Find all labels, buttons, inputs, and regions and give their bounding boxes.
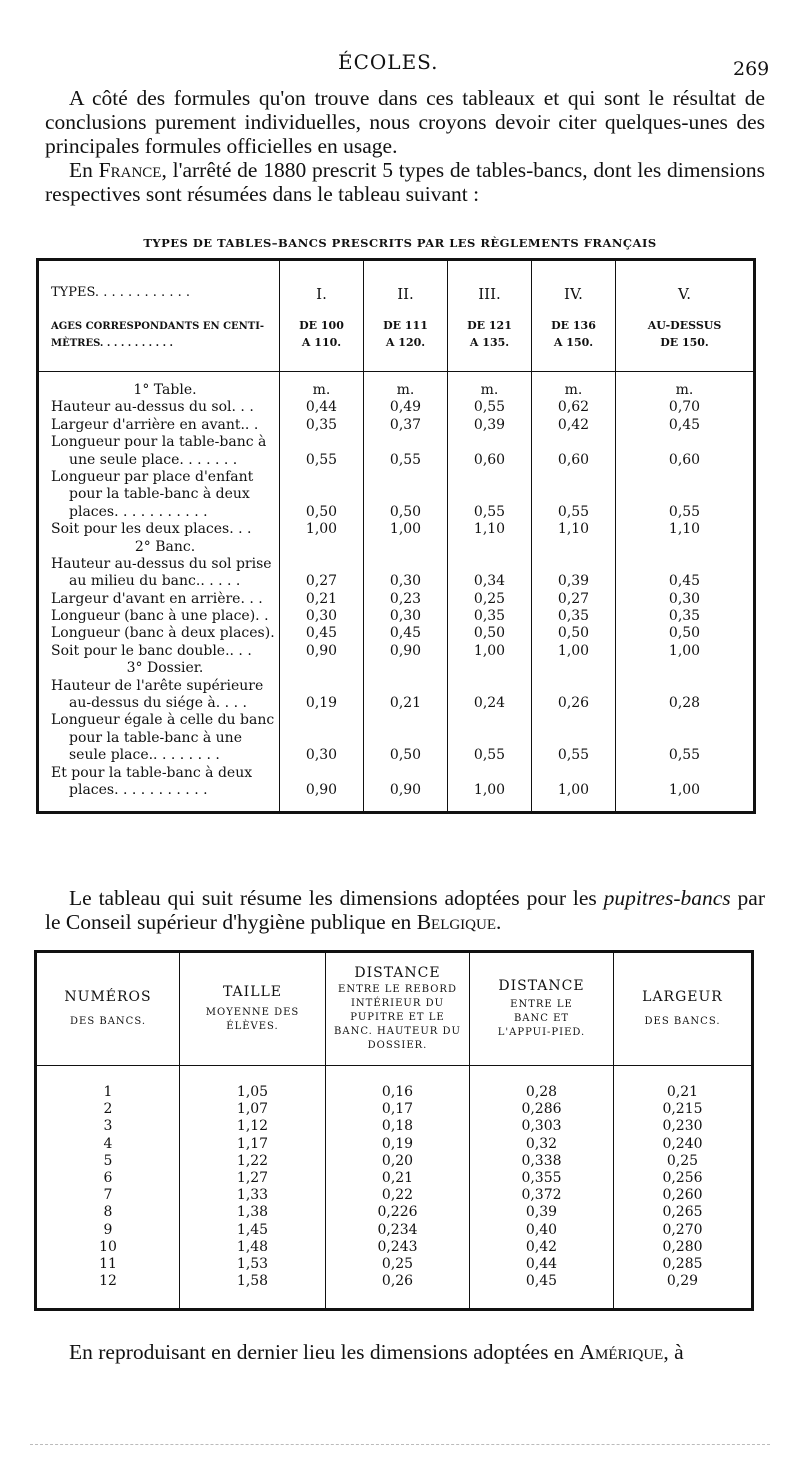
cell-value: 1 xyxy=(36,1066,180,1102)
row-label: seule place.. . . . . . . . xyxy=(69,747,220,764)
table2-body xyxy=(36,1066,753,1310)
ages-label-line-2: MÈTRES. . . . . . . . . . . xyxy=(51,338,174,349)
cell-value: 1,33 xyxy=(180,1187,326,1204)
closing-text xyxy=(45,1340,765,1364)
cell-value xyxy=(616,556,753,573)
type-range-to: A 150. xyxy=(553,336,594,349)
cell-value: 0,55 xyxy=(389,451,422,468)
cell-value xyxy=(616,660,753,677)
intro-p2-post: , l'arrêté de 1880 prescrit 5 types de tables-bancs, dont les dimensions respectives sont résumées dans le tableau suivant : xyxy=(45,158,765,206)
type-header-cell xyxy=(364,260,448,372)
table1-caption: TYPES DE TABLES–BANCS PRESCRITS PAR LES RÈGLEMENTS FRANÇAIS xyxy=(143,236,657,250)
header-main: DISTANCE xyxy=(354,965,441,981)
cell-value xyxy=(448,556,531,573)
middle-paragraph xyxy=(45,886,765,934)
cell-value: 0,234 xyxy=(326,1222,470,1239)
cell-value: 1,53 xyxy=(180,1256,326,1273)
cell-value: 1,00 xyxy=(668,642,701,659)
cell-value: m. xyxy=(396,382,415,398)
cell-value: m. xyxy=(564,382,583,398)
cell-value: 0,30 xyxy=(305,747,338,764)
cell-value: 1,48 xyxy=(180,1239,326,1256)
cell-value: 0,243 xyxy=(326,1239,470,1256)
table1-labels-column xyxy=(38,372,280,813)
cell-value: 0,303 xyxy=(470,1118,614,1135)
row-label: Longueur (banc à deux places). xyxy=(51,625,275,642)
cell-value xyxy=(280,434,363,451)
cell-value: 0,55 xyxy=(473,399,506,416)
cell-value: 0,50 xyxy=(389,747,422,764)
cell-value: 0,55 xyxy=(668,747,701,764)
section-heading: 3° Dossier. xyxy=(126,660,204,677)
cell-value: 0,39 xyxy=(473,416,506,433)
cell-value: 0,26 xyxy=(326,1273,470,1310)
intro-paragraph-1: A côté des formules qu'on trouve dans ces tableaux et qui sont le résultat de conclusions purement individuelles, nous croyons devoir citer quelques-unes des principales formules officielles en usage. xyxy=(45,86,765,158)
cell-value: 0,27 xyxy=(557,590,590,607)
cell-value xyxy=(364,539,447,556)
row-label: Et pour la table-banc à deux xyxy=(51,764,253,781)
table-row xyxy=(36,1222,753,1239)
table-row xyxy=(36,1066,753,1102)
cell-value: 0,37 xyxy=(389,416,422,433)
middle-pre: Le tableau qui suit résume les dimensions adoptées pour les xyxy=(69,886,604,910)
cell-value: 0,240 xyxy=(662,1135,703,1152)
cell-value: 0,60 xyxy=(668,451,701,468)
cell-value xyxy=(532,469,615,486)
cell-value: 0,226 xyxy=(326,1204,470,1221)
cell-value xyxy=(532,678,615,695)
ages-label xyxy=(51,318,279,352)
cell-value: 0,30 xyxy=(389,608,422,625)
cell-value xyxy=(448,660,531,677)
cell-value: 2 xyxy=(36,1101,180,1118)
type-range xyxy=(616,317,753,351)
cell-value: 3 xyxy=(36,1118,180,1135)
cell-value: 7 xyxy=(36,1187,180,1204)
cell-value: 0,60 xyxy=(557,451,590,468)
country-amerique: Amérique xyxy=(579,1340,664,1364)
cell-value: m. xyxy=(675,382,694,398)
cell-value: 0,39 xyxy=(470,1204,614,1221)
row-label: Largeur d'avant en arrière. . . xyxy=(51,590,263,607)
cell-value: m. xyxy=(480,382,499,398)
cell-value xyxy=(280,539,363,556)
cell-value: 0,21 xyxy=(326,1170,470,1187)
cell-value: 8 xyxy=(36,1204,180,1221)
intro-paragraph-2 xyxy=(45,158,765,206)
cell-value xyxy=(364,765,447,782)
cell-value xyxy=(616,434,753,451)
middle-end: . xyxy=(496,910,502,934)
types-label: TYPES. . . . . . . . . . . . xyxy=(51,285,190,300)
cell-value: 1,10 xyxy=(557,521,590,538)
cell-value: 0,50 xyxy=(668,625,701,642)
table-row xyxy=(36,1101,753,1118)
middle-italic: pupitres-bancs xyxy=(603,886,731,910)
type-range xyxy=(280,317,363,351)
cell-value xyxy=(616,678,753,695)
cell-value: 9 xyxy=(36,1222,180,1239)
cell-value: 0,215 xyxy=(662,1101,703,1118)
cell-value xyxy=(280,469,363,486)
cell-value: 12 xyxy=(36,1273,180,1310)
header-sub: DES BANCS. xyxy=(644,1016,721,1027)
cell-value: 4 xyxy=(36,1136,180,1153)
cell-value: 6 xyxy=(36,1170,180,1187)
cell-value xyxy=(364,730,447,747)
cell-value: 0,34 xyxy=(473,573,506,590)
cell-value xyxy=(532,434,615,451)
running-header xyxy=(0,48,800,78)
cell-value xyxy=(280,556,363,573)
cell-value: 1,07 xyxy=(180,1101,326,1118)
cell-value: 0,16 xyxy=(326,1066,470,1102)
header-main: LARGEUR xyxy=(642,989,723,1005)
table1-header-row xyxy=(38,260,755,372)
cell-value: 0,35 xyxy=(473,608,506,625)
type-header-cell xyxy=(448,260,532,372)
section-heading: 2° Banc. xyxy=(134,538,196,555)
type-range-from: AU-DESSUS xyxy=(647,319,722,332)
cell-value: 0,35 xyxy=(668,608,701,625)
cell-value xyxy=(532,660,615,677)
cell-value: 0,45 xyxy=(305,625,338,642)
cell-value: 1,10 xyxy=(668,521,701,538)
cell-value: 0,23 xyxy=(389,590,422,607)
cell-value: 0,44 xyxy=(305,399,338,416)
header-main: DISTANCE xyxy=(498,978,585,994)
row-label: pour la table-banc à deux xyxy=(69,486,250,503)
table1-values-column xyxy=(448,372,532,813)
row-label: Soit pour les deux places. . . xyxy=(51,521,252,538)
cell-value: 1,17 xyxy=(180,1136,326,1153)
cell-value: 0,45 xyxy=(389,625,422,642)
table-row xyxy=(36,1239,753,1256)
cell-value: 1,00 xyxy=(557,642,590,659)
cell-value xyxy=(448,539,531,556)
cell-value: 0,265 xyxy=(662,1204,703,1221)
cell-value: 10 xyxy=(36,1239,180,1256)
row-label: Longueur (banc à une place). . xyxy=(51,608,269,625)
cell-value: 0,19 xyxy=(305,695,338,712)
cell-value: 0,280 xyxy=(662,1238,703,1255)
cell-value: 1,00 xyxy=(389,521,422,538)
cell-value: 0,28 xyxy=(668,695,701,712)
cell-value xyxy=(532,730,615,747)
row-label: Longueur pour la table-banc à xyxy=(51,434,267,451)
table-row xyxy=(36,1187,753,1204)
cell-value: 0,28 xyxy=(470,1066,614,1102)
cell-value: 0,17 xyxy=(326,1101,470,1118)
table1-values-column xyxy=(616,372,755,813)
cell-value: 0,355 xyxy=(470,1170,614,1187)
cell-value xyxy=(532,712,615,729)
cell-value: 0,21 xyxy=(666,1084,699,1100)
cell-value xyxy=(448,469,531,486)
cell-value: 0,372 xyxy=(470,1187,614,1204)
cell-value: 0,90 xyxy=(305,781,338,798)
cell-value: m. xyxy=(312,382,331,398)
cell-value: 0,230 xyxy=(662,1118,703,1135)
cell-value: 0,49 xyxy=(389,399,422,416)
table1-values-column xyxy=(532,372,616,813)
cell-value xyxy=(448,486,531,503)
table2-header-row xyxy=(36,952,753,1066)
cell-value: 0,55 xyxy=(473,747,506,764)
belgian-desk-benches xyxy=(34,950,754,1311)
row-label: pour la table-banc à une xyxy=(69,729,242,746)
section-heading: 1° Table. xyxy=(133,382,197,398)
table2-header-cell xyxy=(326,952,470,1066)
cell-value: 0,21 xyxy=(389,695,422,712)
table1-values-column xyxy=(364,372,448,813)
middle-text xyxy=(45,886,765,934)
cell-value: 0,30 xyxy=(305,608,338,625)
row-label: au-dessus du siége à. . . . xyxy=(69,695,247,712)
header-sub: DES BANCS. xyxy=(70,1016,146,1027)
cell-value: 0,60 xyxy=(473,451,506,468)
type-range-from: DE 111 xyxy=(383,319,428,332)
cell-value xyxy=(532,486,615,503)
cell-value: 0,90 xyxy=(305,642,338,659)
cell-value xyxy=(616,712,753,729)
page-number: 269 xyxy=(733,58,770,80)
cell-value: 1,58 xyxy=(180,1273,326,1310)
cell-value: 0,70 xyxy=(668,399,701,416)
header-sub: ENTRE LE BANC ET L'APPUI-PIED. xyxy=(497,999,586,1038)
cell-value xyxy=(280,660,363,677)
cell-value xyxy=(364,486,447,503)
cell-value: 0,39 xyxy=(557,573,590,590)
type-roman: III. xyxy=(478,285,501,303)
cell-value: 0,20 xyxy=(326,1153,470,1170)
type-roman: I. xyxy=(316,285,327,303)
cell-value: 11 xyxy=(36,1256,180,1273)
cell-value xyxy=(364,469,447,486)
type-range xyxy=(532,317,615,351)
table-row xyxy=(36,1204,753,1221)
cell-value: 0,26 xyxy=(557,695,590,712)
cell-value: 0,55 xyxy=(473,503,506,520)
cell-value: 0,285 xyxy=(662,1256,703,1273)
type-range xyxy=(364,317,447,351)
row-label: Hauteur au-dessus du sol prise xyxy=(51,555,272,572)
cell-value: 1,45 xyxy=(180,1222,326,1239)
cell-value: 0,256 xyxy=(662,1170,703,1187)
cell-value: 0,45 xyxy=(668,573,701,590)
table1-header-label xyxy=(38,260,280,372)
cell-value xyxy=(364,712,447,729)
cell-value xyxy=(448,434,531,451)
header-main: TAILLE xyxy=(222,984,283,1000)
row-label: une seule place. . . . . . . xyxy=(69,451,238,468)
cell-value: 0,32 xyxy=(470,1136,614,1153)
cell-value xyxy=(280,712,363,729)
cell-value: 1,00 xyxy=(473,642,506,659)
cell-value: 1,38 xyxy=(180,1204,326,1221)
type-range xyxy=(448,317,531,351)
cell-value: 0,30 xyxy=(389,573,422,590)
table2-header-cell xyxy=(614,952,753,1066)
cell-value: 0,44 xyxy=(470,1256,614,1273)
cell-value: 0,55 xyxy=(305,451,338,468)
page-footer-rule xyxy=(30,1444,770,1445)
table-row xyxy=(36,1273,753,1310)
cell-value: 0,62 xyxy=(557,399,590,416)
cell-value xyxy=(280,678,363,695)
cell-value: 5 xyxy=(36,1153,180,1170)
type-range-to: DE 150. xyxy=(660,336,709,349)
table1-body-row xyxy=(38,372,755,813)
closing-post: , à xyxy=(663,1340,684,1364)
table-row xyxy=(36,1118,753,1135)
closing-paragraph xyxy=(45,1340,765,1364)
cell-value: 0,27 xyxy=(305,573,338,590)
table-row xyxy=(36,1153,753,1170)
cell-value: 1,12 xyxy=(180,1118,326,1135)
cell-value xyxy=(616,486,753,503)
cell-value: 0,30 xyxy=(668,590,701,607)
intro-text xyxy=(45,86,765,206)
type-roman: II. xyxy=(397,285,414,303)
cell-value: 1,00 xyxy=(473,781,506,798)
type-header-cell xyxy=(532,260,616,372)
row-label: places. . . . . . . . . . . xyxy=(69,781,208,798)
cell-value xyxy=(532,539,615,556)
cell-value: 0,50 xyxy=(389,503,422,520)
cell-value: 0,55 xyxy=(557,747,590,764)
cell-value xyxy=(616,469,753,486)
table2-header-cell xyxy=(36,952,180,1066)
cell-value xyxy=(532,556,615,573)
table-row xyxy=(36,1170,753,1187)
cell-value: 0,25 xyxy=(326,1256,470,1273)
cell-value xyxy=(616,730,753,747)
type-range-from: DE 100 xyxy=(299,319,344,332)
type-range-from: DE 136 xyxy=(551,319,596,332)
cell-value: 0,19 xyxy=(326,1136,470,1153)
cell-value: 0,90 xyxy=(389,781,422,798)
cell-value: 0,270 xyxy=(662,1221,703,1238)
cell-value: 1,10 xyxy=(473,521,506,538)
middle-post: par le Conseil supérieur d'hygiène publique en xyxy=(45,886,766,934)
type-range-to: A 110. xyxy=(301,336,342,349)
cell-value xyxy=(364,556,447,573)
cell-value: 0,42 xyxy=(557,416,590,433)
row-label: places. . . . . . . . . . . xyxy=(69,503,208,520)
cell-value: 0,338 xyxy=(470,1153,614,1170)
cell-value: 0,18 xyxy=(326,1118,470,1135)
table-row xyxy=(36,1256,753,1273)
type-range-from: DE 121 xyxy=(467,319,512,332)
row-label: Longueur égale à celle du banc xyxy=(51,712,275,729)
row-label: Hauteur de l'arête supérieure xyxy=(51,677,264,694)
cell-value: 1,22 xyxy=(180,1153,326,1170)
cell-value xyxy=(448,765,531,782)
cell-value xyxy=(448,712,531,729)
type-range-to: A 120. xyxy=(385,336,426,349)
row-label: Soit pour le banc double.. . . xyxy=(51,642,252,659)
cell-value: 0,25 xyxy=(473,590,506,607)
cell-value: 0,24 xyxy=(473,695,506,712)
table1-values-column xyxy=(280,372,364,813)
header-main: NUMÉROS xyxy=(64,989,152,1005)
cell-value: 0,29 xyxy=(666,1273,699,1290)
cell-value: 0,22 xyxy=(326,1187,470,1204)
header-sub: MOYENNE DES ÉLÈVES. xyxy=(205,1007,300,1032)
cell-value xyxy=(532,765,615,782)
cell-value: 0,35 xyxy=(305,416,338,433)
cell-value xyxy=(280,765,363,782)
cell-value: 1,27 xyxy=(180,1170,326,1187)
cell-value xyxy=(364,434,447,451)
cell-value: 0,260 xyxy=(662,1187,703,1204)
cell-value: 1,05 xyxy=(180,1066,326,1102)
type-roman: V. xyxy=(678,285,691,303)
cell-value xyxy=(280,730,363,747)
intro-p2-pre: En xyxy=(69,158,99,182)
table-row xyxy=(36,1136,753,1153)
type-header-cell xyxy=(616,260,755,372)
country-belgique: Belgique xyxy=(416,910,497,934)
row-label: Longueur par place d'enfant xyxy=(51,468,254,485)
cell-value: 0,35 xyxy=(557,608,590,625)
cell-value xyxy=(364,660,447,677)
type-range-to: A 135. xyxy=(469,336,510,349)
cell-value: 0,50 xyxy=(473,625,506,642)
cell-value xyxy=(616,765,753,782)
french-table-benches xyxy=(36,258,756,814)
cell-value: 0,90 xyxy=(389,642,422,659)
cell-value: 0,286 xyxy=(470,1101,614,1118)
cell-value xyxy=(448,730,531,747)
cell-value: 0,45 xyxy=(668,416,701,433)
cell-value xyxy=(448,678,531,695)
cell-value xyxy=(280,486,363,503)
cell-value: 0,42 xyxy=(470,1239,614,1256)
cell-value: 0,25 xyxy=(666,1152,699,1169)
cell-value: 0,40 xyxy=(470,1222,614,1239)
running-title: ÉCOLES. xyxy=(338,50,439,74)
cell-value xyxy=(616,539,753,556)
table2-header-cell xyxy=(470,952,614,1066)
cell-value: 1,00 xyxy=(305,521,338,538)
cell-value: 0,50 xyxy=(557,625,590,642)
cell-value: 0,21 xyxy=(305,590,338,607)
row-label: au milieu du banc.. . . . . xyxy=(69,573,241,590)
cell-value: 0,45 xyxy=(470,1273,614,1310)
cell-value: 0,50 xyxy=(305,503,338,520)
closing-pre: En reproduisant en dernier lieu les dimensions adoptées en xyxy=(69,1340,580,1364)
cell-value: 1,00 xyxy=(668,781,701,798)
row-label: Largeur d'arrière en avant.. . xyxy=(51,416,259,433)
country-france: France xyxy=(98,158,162,182)
header-sub: ENTRE LE REBORD INTÉRIEUR DU PUPITRE ET LE BANC. HAUTEUR DU DOSSIER. xyxy=(334,984,461,1051)
cell-value: 0,55 xyxy=(557,503,590,520)
row-label: Hauteur au-dessus du sol. . . xyxy=(51,399,254,416)
ages-label-line-1: AGES CORRESPONDANTS EN CENTI- xyxy=(51,321,265,332)
table2-header-cell xyxy=(180,952,326,1066)
type-roman: IV. xyxy=(564,285,583,303)
cell-value: 0,55 xyxy=(668,503,701,520)
cell-value xyxy=(364,678,447,695)
cell-value: 1,00 xyxy=(557,781,590,798)
type-header-cell xyxy=(280,260,364,372)
